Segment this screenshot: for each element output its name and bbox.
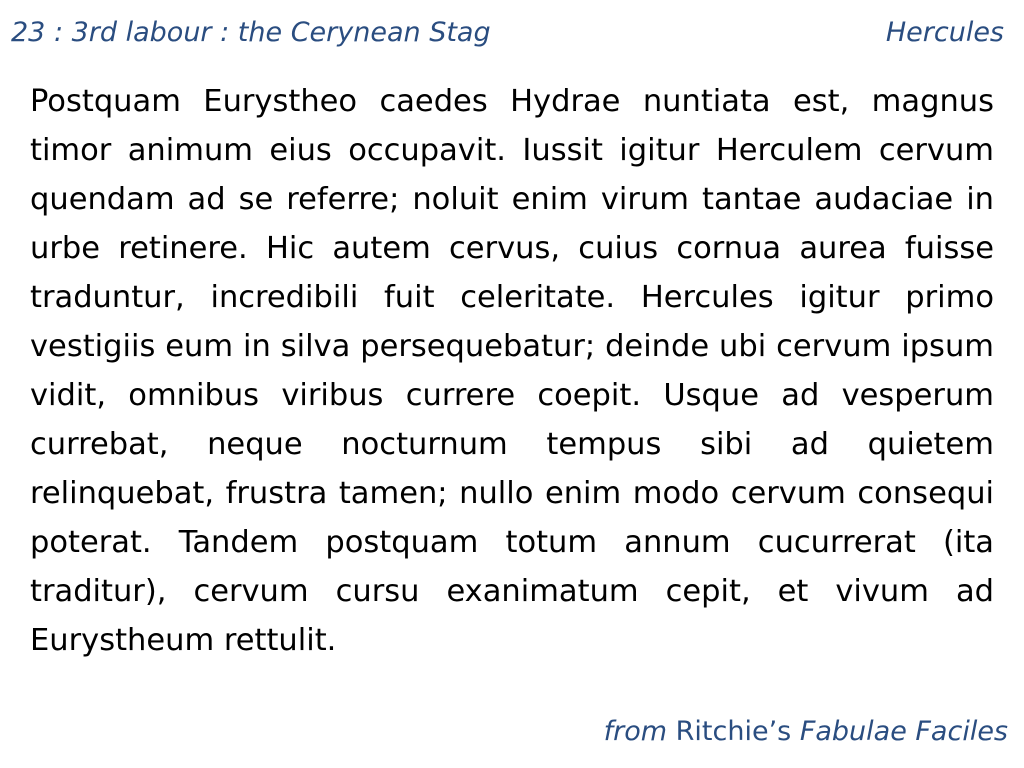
lesson-title: 23 : 3rd labour : the Cerynean Stag	[11, 17, 491, 48]
source-book: Fabulae Faciles	[799, 716, 1008, 747]
source-author: Ritchie’s	[675, 716, 792, 747]
section-title: Hercules	[885, 17, 1004, 48]
source-credit	[604, 716, 1008, 747]
source-from: from	[603, 716, 668, 747]
latin-passage: Postquam Eurystheo caedes Hydrae nuntiata est, magnus timor animum eius occupavit. Iussit igitur Herculem cervum quendam ad se referre; noluit enim virum tantae audaciae in urbe retinere. Hic autem cervus, cuius cornua aurea fuisse traduntur, incredibili fuit celeritate. Hercules igitur primo vestigiis eum in silva persequebatur; deinde ubi cervum ipsum vidit, omnibus viribus currere coepit. Usque ad vesperum currebat, neque nocturnum tempus sibi ad quietem relinquebat, frustra tamen; nullo enim modo cervum consequi poterat. Tandem postquam totum annum cucurrerat (ita traditur), cervum cursu exanimatum cepit, et vivum ad Eurystheum rettulit.	[30, 84, 994, 658]
